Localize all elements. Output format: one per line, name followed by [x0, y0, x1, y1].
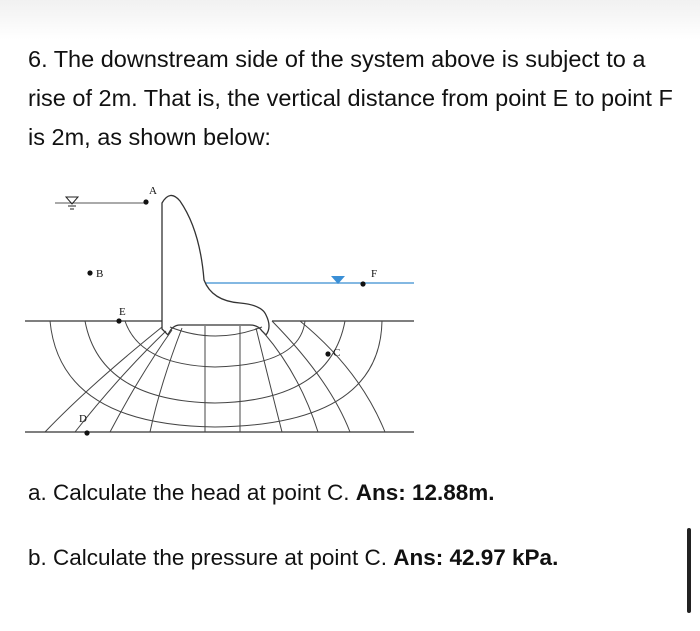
point-e-label: E [119, 306, 126, 318]
answer-b [28, 545, 558, 571]
point-c-dot [325, 351, 330, 356]
point-a-dot [143, 199, 148, 204]
equipotential-lines [45, 321, 385, 432]
point-b-label: B [96, 268, 104, 280]
point-e-dot [116, 318, 121, 323]
answer-a-ans-label: Ans: [355, 480, 406, 505]
point-f-label: F [371, 268, 378, 280]
dam-body [162, 195, 269, 335]
point-d-label: D [79, 413, 87, 425]
flow-lines [50, 321, 382, 427]
answer-a-value: 12.88m. [412, 480, 495, 505]
answer-a [28, 480, 495, 506]
answer-b-ans-label: Ans: [393, 545, 444, 570]
point-f-dot [360, 281, 365, 286]
top-shade [0, 0, 700, 40]
point-b-dot [87, 270, 92, 275]
answer-b-prompt: b. Calculate the pressure at point C. [28, 545, 387, 570]
answer-b-value: 42.97 kPa. [449, 545, 559, 570]
scrollbar[interactable] [687, 528, 691, 613]
point-c-label: C [333, 347, 341, 359]
point-a-label: A [149, 185, 157, 197]
answer-a-prompt: a. Calculate the head at point C. [28, 480, 350, 505]
question-text: 6. The downstream side of the system above is subject to a rise of 2m. That is, the vertical distance from point E to point F is 2m, as shown below: [28, 46, 673, 150]
point-d-dot [84, 430, 89, 435]
dam-flownet-diagram [0, 175, 440, 445]
